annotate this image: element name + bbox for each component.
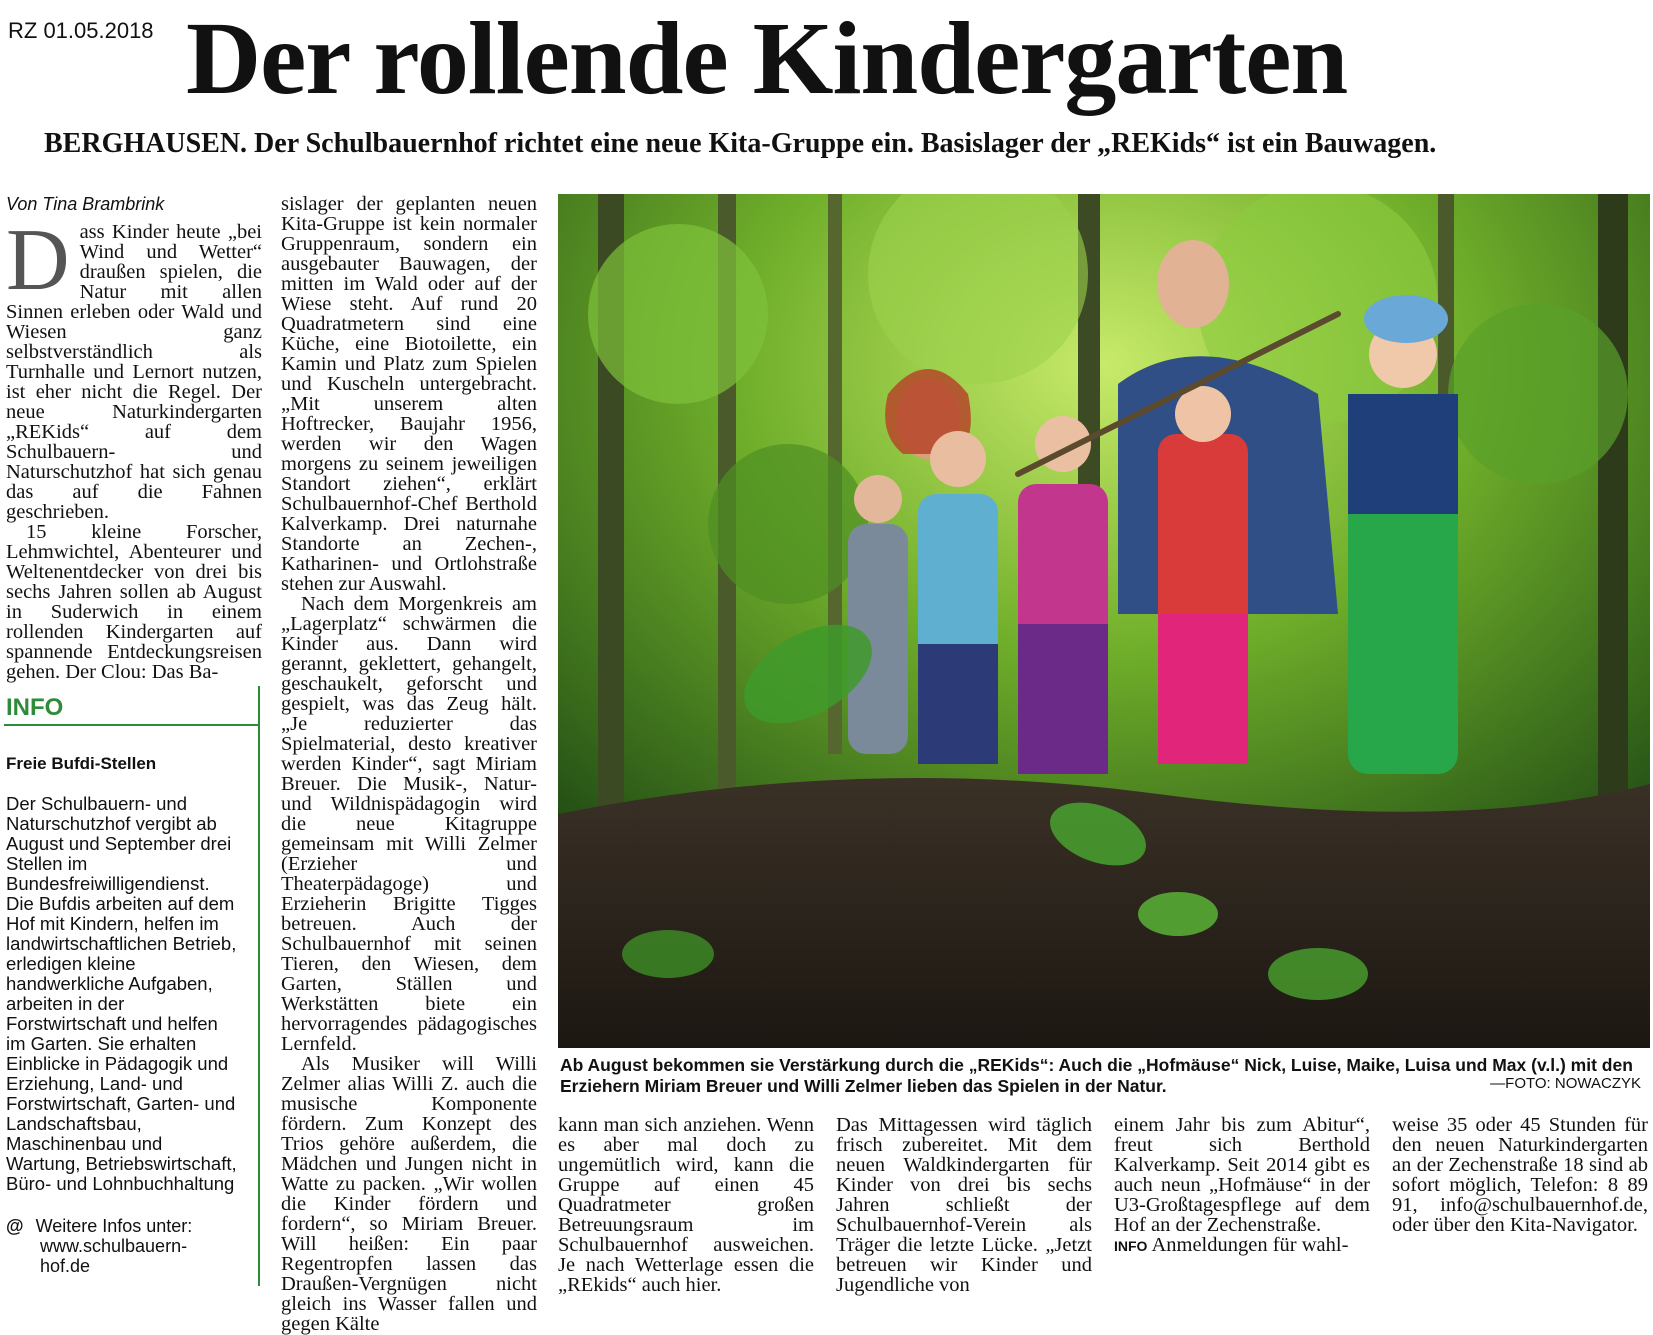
info-box-link: [6, 1216, 192, 1276]
newspaper-date: RZ 01.05.2018: [8, 18, 154, 43]
info-box-divider: [4, 724, 260, 726]
article-column-6: weise 35 oder 45 Stunden für den neuen Naturkindergarten an der Zechenstraße 18 sind ab sofort möglich, Telefon: 8 89 91, info@schulbauernhof.de, oder über den Kita-Navigator.: [1392, 1114, 1648, 1236]
photo-caption: Ab August bekommen sie Verstärkung durch die „REKids“: Auch die „Hofmäuse“ Nick, Luise, Maike, Luisa und Max (v.l.) mit den Erziehern Miriam Breuer und Willi Zelmer lieben das Spielen in der Natur.: [560, 1055, 1633, 1096]
info-box-body: Der Schulbauern- und Naturschutzhof vergibt ab August und September drei Stellen im Bundesfreiwilligendienst. Die Bufdis arbeiten auf dem Hof mit Kindern, helfen im landwirtschaftlichen Betrieb, erledigen kleine handwerkliche Aufgaben, arbeiten in der Forstwirtschaft und helfen im Garten. Sie erhalten Einblicke in Pädagogik und Erziehung, Land- und Forstwirtschaft, Garten- und Landschaftsbau, Maschinenbau und Wartung, Betriebswirtschaft, Büro- und Lohnbuchhaltung: [6, 793, 237, 1194]
article-paragraph: Nach dem Morgenkreis am „Lagerplatz“ schwärmen die Kinder aus. Dann wird gerannt, geklettert, gehangelt, geschaukelt, geforscht und gespielt, was das Zeug hält. „Je reduzierter das Spielmaterial, desto kreativer werden Kinder“, sagt Miriam Breuer. Die Musik-, Natur- und Wildnispädagogin wird die neue Kitagruppe gemeinsam mit Willi Zelmer (Erzieher und Theaterpädagoge) und Erzieherin Brigitte Tigges betreuen. Auch der Schulbauernhof mit seinen Tieren, den Wiesen, dem Garten, Ställen und Werkstätten biete ein hervorragendes pädagogisches Lernfeld.: [281, 593, 537, 1055]
info-tag: INFO: [1114, 1238, 1148, 1254]
headline: Der rollende Kindergarten: [186, 1, 1348, 116]
info-text: Anmeldungen für wahl-: [1151, 1234, 1349, 1256]
article-paragraph: Als Musiker will Willi Zelmer alias Willi Z. auch die musische Komponente fördern. Zum Konzept des Trios gehöre außerdem, die Mädchen und Jungen nicht in Watte zu packen. „Wir wollen die Kinder fördern und fordern“, so Miriam Breuer. Will heißen: Ein paar Regentropfen lassen das Draußen-Vergnügen nicht gleich ins Wasser fallen und gegen Kälte: [281, 1053, 537, 1335]
subheadline: BERGHAUSEN. Der Schulbauernhof richtet eine neue Kita-Gruppe ein. Basislager der „REKids“ ist ein Bauwagen.: [44, 128, 1437, 159]
byline: Von Tina Brambrink: [6, 194, 165, 214]
info-box-title: INFO: [6, 694, 64, 721]
article-column-4: Das Mittagessen wird täglich frisch zubereitet. Mit dem neuen Waldkindergarten für Kinder von drei bis sechs Jahren schließt der Schulbauernhof-Verein als Träger die letzte Lücke. „Jetzt betreuen wir Kinder und Jugendliche von: [836, 1114, 1092, 1296]
info-box-subtitle: Freie Bufdi-Stellen: [6, 754, 157, 773]
article-column-5: [1114, 1115, 1370, 1256]
article-paragraph: 15 kleine Forscher, Lehmwichtel, Abenteurer und Weltenentdecker von drei bis sechs Jahren sollen ab August in Suderwich in einem rollenden Kindergarten auf spannende Entdeckungsreisen gehen. Der Clou: Das Ba-: [6, 521, 262, 683]
article-paragraph: ass Kinder heute „bei Wind und Wetter“ draußen spielen, die Natur mit allen Sinnen erleben oder Wald und Wiesen ganz selbstverständlich als Turnhalle und Lernort nutzen, ist eher nicht die Regel. Der neue Naturkindergarten „REKids“ auf dem Schulbauern- und Naturschutzhof hat sich genau das auf die Fahnen geschrieben.: [6, 221, 262, 523]
drop-cap: D: [6, 212, 70, 309]
info-link-url[interactable]: www.schulbauern-: [40, 1236, 188, 1256]
article-paragraph: sislager der geplanten neuen Kita-Gruppe ist kein normaler Gruppenraum, sondern ein ausgebauter Bauwagen, der mitten im Wald oder auf der Wiese steht. Auf rund 20 Quadratmetern sind eine Küche, eine Biotoilette, ein Kamin und Platz zum Spielen und Kuscheln untergebracht. „Mit unserem alten Hoftrecker, Baujahr 1956, werden wir den Wagen morgens zu seinem jeweiligen Standort ziehen“, erklärt Schulbauernhof-Chef Berthold Kalverkamp. Drei naturnahe Standorte an Zechen-, Katharinen- und Ortlohstraße stehen zur Auswahl.: [281, 193, 537, 595]
article-column-3: kann man sich anziehen. Wenn es aber mal doch zu ungemütlich wird, kann die Gruppe auf einen 45 Quadratmeter großen Betreuungsraum im Schulbauernhof ausweichen. Je nach Wetterlage essen die „REkids“ auch hier.: [558, 1114, 814, 1296]
at-icon: @: [6, 1216, 24, 1236]
info-link-label: Weitere Infos unter:: [35, 1216, 193, 1236]
article-photo: [558, 194, 1650, 1048]
article-paragraph: einem Jahr bis zum Abitur“, freut sich Berthold Kalverkamp. Seit 2014 gibt es auch neun „Hofmäuse“ in der U3-Großtagespflege auf dem Hof an der Zechenstraße.: [1114, 1114, 1370, 1236]
article-column-1: [6, 212, 262, 683]
article-column-2: [281, 194, 537, 1334]
photo-credit: —FOTO: NOWACZYK: [1490, 1075, 1641, 1092]
forest-children-photo: [558, 194, 1650, 1048]
info-link-url-cont[interactable]: hof.de: [40, 1256, 91, 1276]
